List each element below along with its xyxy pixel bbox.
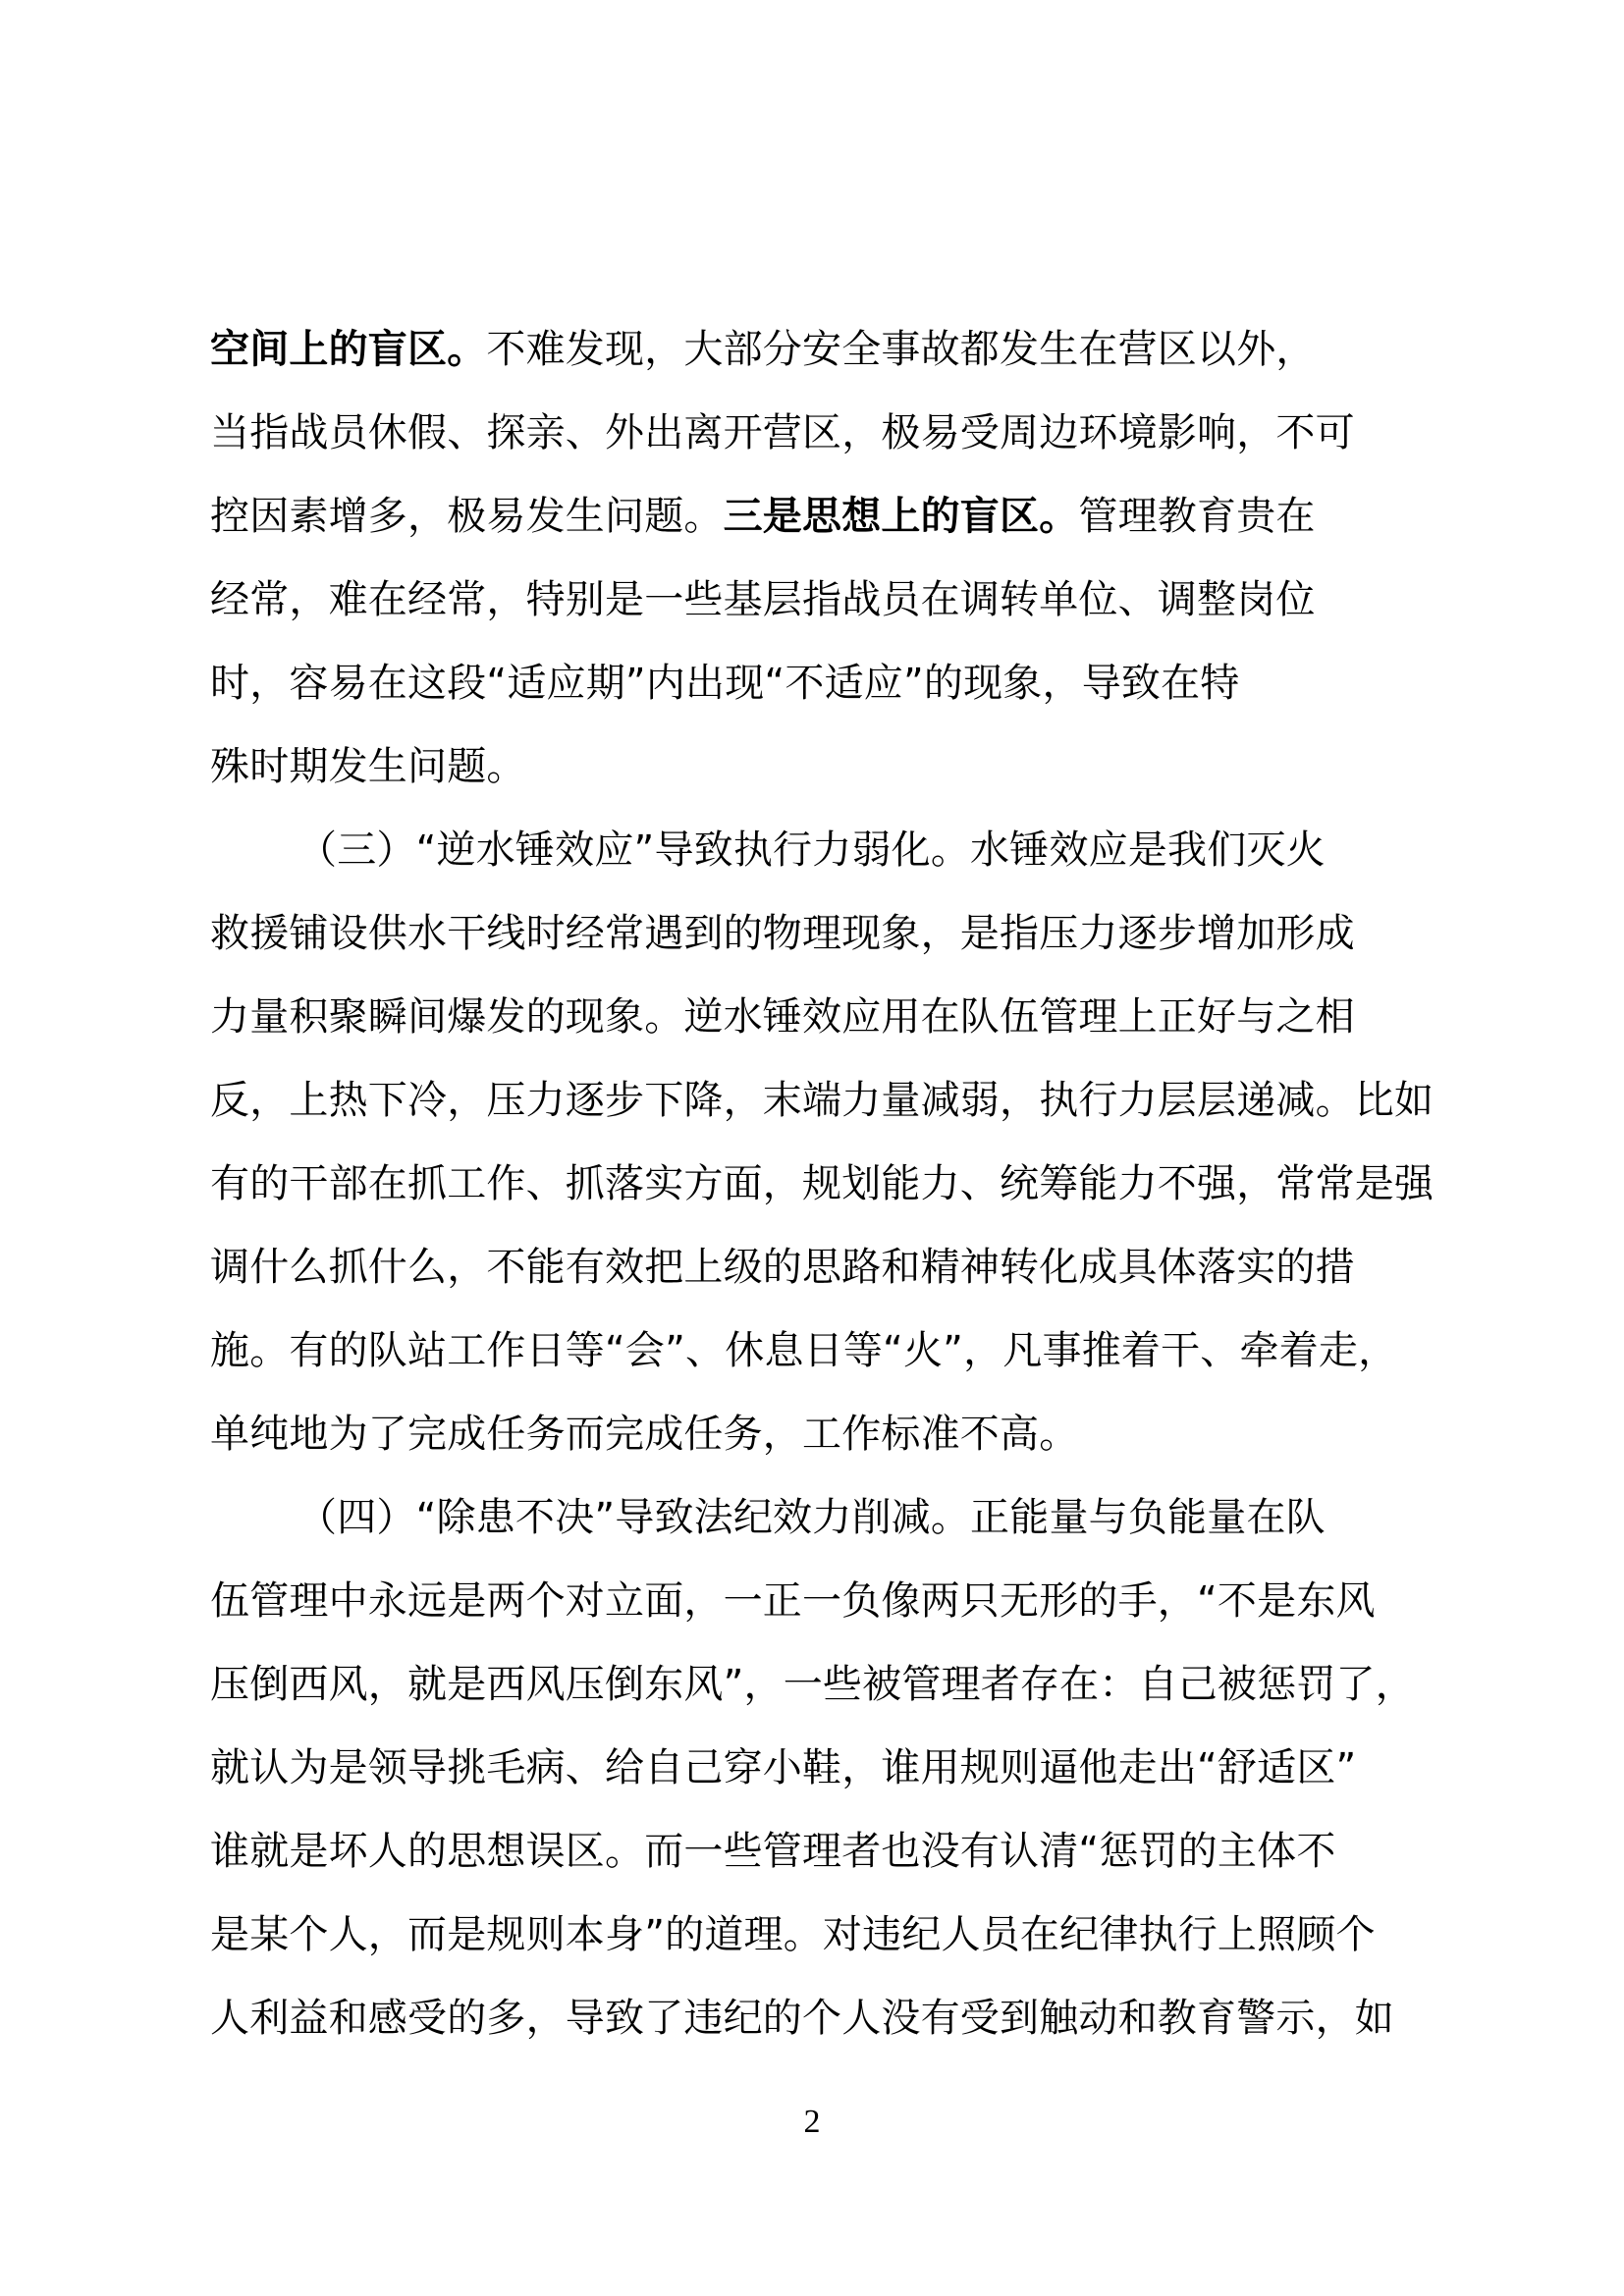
text-line-19 [210, 1824, 1428, 1879]
text-line-7 [298, 823, 1427, 878]
text-line-14 [210, 1407, 1428, 1462]
line-text: 殊时期发生问题。 [210, 744, 526, 789]
line-text: 压倒西风，就是西风压倒东风”，一些被管理者存在：自己被惩罚了， [210, 1662, 1415, 1707]
line-text: 谁就是坏人的思想误区。而一些管理者也没有认清“惩罚的主体不 [210, 1829, 1336, 1874]
text-line-12 [210, 1240, 1428, 1295]
text-line-17 [210, 1657, 1428, 1712]
line-text-continued: 管理教育贵在 [1078, 494, 1316, 539]
line-text: 有的干部在抓工作、抓落实方面，规划能力、统筹能力不强，常常是强 [210, 1161, 1435, 1206]
section-heading-four: （四）“除患不决”导致法纪效力削减。正能量与负能量在队 [298, 1495, 1326, 1540]
line-text: 经常，难在经常，特别是一些基层指战员在调转单位、调整岗位 [210, 577, 1316, 622]
line-text: 救援铺设供水干线时经常遇到的物理现象，是指压力逐步增加形成 [210, 911, 1355, 956]
line-text: 当指战员休假、探亲、外出离开营区，极易受周边环境影响，不可 [210, 410, 1355, 455]
line-text: 控因素增多，极易发生问题。 [210, 494, 724, 539]
text-line-5 [210, 656, 1428, 711]
text-line-2 [210, 405, 1428, 460]
line-text: 调什么抓什么，不能有效把上级的思路和精神转化成具体落实的措 [210, 1245, 1355, 1290]
text-line-8 [210, 906, 1428, 961]
section-heading-three: （三）“逆水锤效应”导致执行力弱化。水锤效应是我们灭火 [298, 828, 1326, 873]
line-text: 反，上热下冷，压力逐步下降，末端力量减弱，执行力层层递减。比如 [210, 1078, 1435, 1123]
line-text: 伍管理中永远是两个对立面，一正一负像两只无形的手，“不是东风 [210, 1578, 1376, 1624]
text-line-1 [210, 322, 1428, 377]
bold-heading-thought-blind-spot: 三是思想上的盲区。 [723, 494, 1079, 539]
line-text: 单纯地为了完成任务而完成任务，工作标准不高。 [210, 1412, 1079, 1457]
line-text: 是某个人，而是规则本身”的道理。对违纪人员在纪律执行上照顾个 [210, 1912, 1376, 1957]
line-text: 施。有的队站工作日等“会”、休息日等“火”，凡事推着干、牵着走， [210, 1328, 1398, 1373]
text-line-11 [210, 1156, 1435, 1211]
bold-heading-spatial-blind-spot: 空间上的盲区。 [210, 327, 487, 372]
line-text: 不难发现，大部分安全事故都发生在营区以外， [486, 327, 1316, 372]
line-text: 力量积聚瞬间爆发的现象。逆水锤效应用在队伍管理上正好与之相 [210, 994, 1355, 1040]
line-text: 就认为是领导挑毛病、给自己穿小鞋，谁用规则逼他走出“舒适区” [210, 1745, 1357, 1790]
text-line-9 [210, 989, 1428, 1044]
text-line-6 [210, 739, 1428, 794]
text-line-10 [210, 1073, 1435, 1128]
page-number: 2 [803, 2104, 821, 2140]
text-line-3 [210, 489, 1428, 544]
text-line-4 [210, 572, 1428, 627]
text-line-15 [298, 1490, 1427, 1545]
text-line-21 [210, 1991, 1428, 2046]
text-line-13 [210, 1323, 1428, 1378]
line-text: 人利益和感受的多，导致了违纪的个人没有受到触动和教育警示，如 [210, 1996, 1394, 2041]
text-line-16 [210, 1574, 1428, 1629]
line-text: 时，容易在这段“适应期”内出现“不适应”的现象，导致在特 [210, 661, 1240, 706]
text-line-18 [210, 1740, 1428, 1795]
text-line-20 [210, 1907, 1428, 1962]
